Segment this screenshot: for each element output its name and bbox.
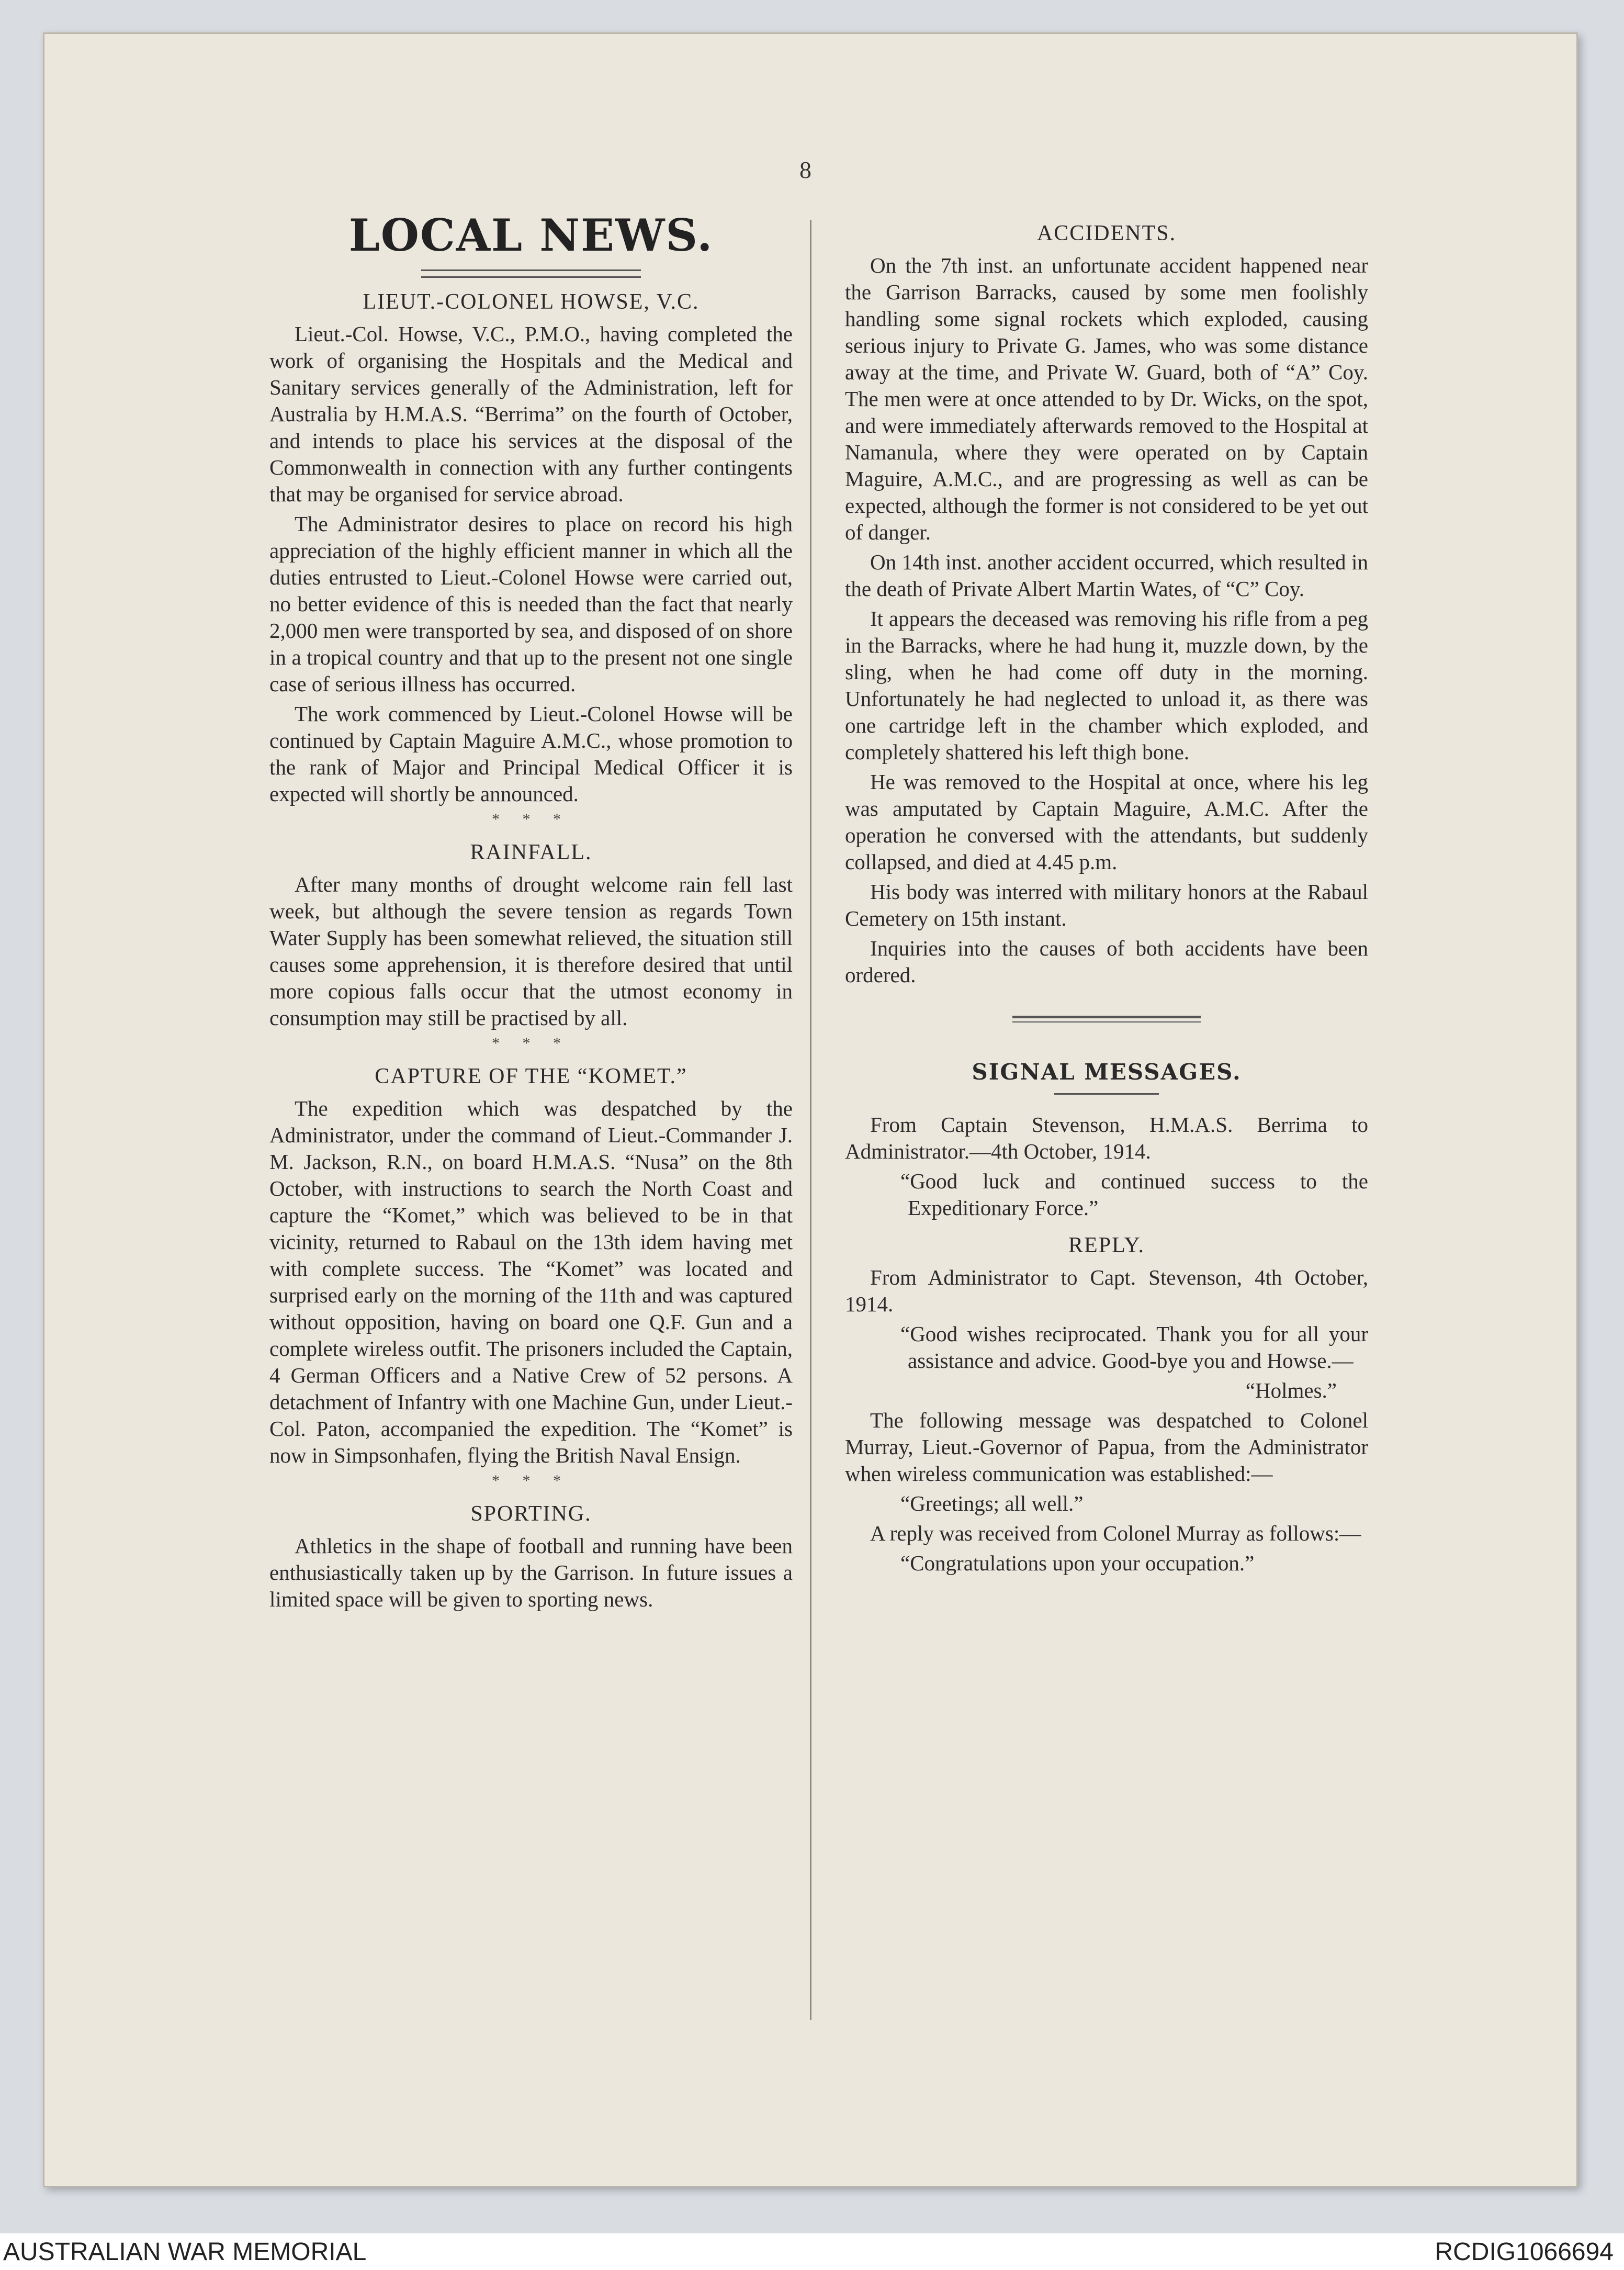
signal-messages-heading: SIGNAL MESSAGES. [972, 1059, 1242, 1085]
section-separator: * * * [492, 1035, 570, 1052]
section-rule [1012, 1016, 1201, 1022]
reply-heading: REPLY. [1068, 1233, 1145, 1257]
heading-underline [1054, 1093, 1159, 1095]
accidents-paragraph: He was removed to the Hospital at once, where his leg was amputated by Captain Maguire, A.M.C. After the operation he conversed with the attendants, but suddenly collapsed, and died at 4.45 p.m. [845, 770, 1368, 874]
howse-paragraph: Lieut.-Col. Howse, V.C., P.M.O., having completed the work of organising the Hospitals and the Medical and Sanitary services generally of the Administration, left for Australia by H.M.A.S. “Berrima” on the fourth of October, and intends to place his services at the disposal of the Commonwealth in connection with any further contingents that may be organised for service abroad. [269, 322, 793, 506]
rainfall-heading: RAINFALL. [470, 840, 592, 864]
rainfall-paragraph: After many months of drought welcome rain fell last week, but although the severe tension as regards Town Water Supply has been somewhat relieved, the situation still causes some apprehension, it is therefore desired that until more copious falls occur that the utmost economy in consumption may still be practised by all. [269, 872, 793, 1030]
archive-id: RCDIG1066694 [1435, 2238, 1614, 2266]
masthead-rule [421, 269, 641, 278]
komet-paragraph: The expedition which was despatched by the Administrator, under the command of Lieut.-Commander J. M. Jackson, R.N., on board H.M.A.S. “Nusa” on the 8th October, with instructions to search the North Coast and capture the “Komet,” which was believed to be in that vicinity, returned to Rabaul on the 13th idem having met with complete success. The “Komet” was located and surprised early on the morning of the 11th and was captured without opposition, having on board one Q.F. Gun and a complete wireless outfit. The prisoners included the Captain, 4 German Officers and a Native Crew of 52 persons. A detachment of Infantry with one Machine Gun, under Lieut.-Col. Paton, accompanied the expedition. The “Komet” is now in Simpsonhafen, flying the British Naval Ensign. [269, 1096, 793, 1467]
accidents-paragraph: On the 7th inst. an unfortunate accident happened near the Garrison Barracks, caused by some men foolishly handling some signal rockets which exploded, causing serious injury to Private G. James, who was some distance away at the time, and Private W. Guard, both of “A” Coy. The men were at once attended to by Dr. Wicks, on the spot, and were immediately afterwards removed to the Hospital at Namanula, where they were operated on by Captain Maguire, A.M.C., and are progressing as well as can be expected, although the former is not considered to be yet out of danger. [845, 253, 1368, 544]
howse-paragraph: The work commenced by Lieut.-Colonel Howse will be continued by Captain Maguire A.M.C., whose promotion to the rank of Major and Principal Medical Officer it is expected will shortly be announced. [269, 702, 793, 806]
left-column [269, 209, 793, 1616]
murray-reply-paragraph: A reply was received from Colonel Murray as follows:— [870, 1521, 1361, 1545]
accidents-paragraph: His body was interred with military honors at the Rabaul Cemetery on 15th instant. [845, 880, 1368, 930]
signal-quote-good-luck: “Good luck and continued success to the Expeditionary Force.” [900, 1169, 1368, 1220]
signal-quote-reciprocated: “Good wishes reciprocated. Thank you for all your assistance and advice. Good-bye you and Howse.— [900, 1322, 1368, 1373]
signal-quote-congratulations: “Congratulations upon your occupation.” [900, 1551, 1255, 1575]
accidents-heading: ACCIDENTS. [1036, 221, 1177, 245]
page-number: 8 [799, 156, 811, 183]
accidents-paragraph: It appears the deceased was removing his rifle from a peg in the Barracks, where he had hung it, muzzle down, by the sling, when he had come off duty in the morning. Unfortunately he had neglected to unload it, as there was one cartridge left in the chamber which exploded, and completely shattered his left thigh bone. [845, 606, 1368, 764]
archive-footer [0, 2233, 1624, 2270]
archive-name: AUSTRALIAN WAR MEMORIAL [3, 2238, 367, 2266]
masthead-title: LOCAL NEWS. [348, 209, 714, 261]
murray-paragraph: The following message was despatched to Colonel Murray, Lieut.-Governor of Papua, from the Administrator when wireless communication was established:— [845, 1408, 1368, 1486]
signal-from-administrator: From Administrator to Capt. Stevenson, 4th October, 1914. [845, 1265, 1368, 1316]
signal-signature: “Holmes.” [1245, 1378, 1337, 1402]
sporting-paragraph: Athletics in the shape of football and running have been enthusiastically taken up by the Garrison. In future issues a limited space will be given to sporting news. [269, 1534, 793, 1611]
accidents-paragraph: Inquiries into the causes of both accidents have been ordered. [845, 936, 1368, 987]
column-divider [810, 220, 811, 2020]
komet-heading: CAPTURE OF THE “KOMET.” [375, 1064, 687, 1088]
howse-paragraph: The Administrator desires to place on record his high appreciation of the highly efficient manner in which all the duties entrusted to Lieut.-Colonel Howse were carried out, no better evidence of this is needed than the fact that nearly 2,000 men were transported by sea, and disposed of on shore in a tropical country and that up to the present not one single case of serious illness has occurred. [269, 512, 793, 696]
howse-heading: LIEUT.-COLONEL HOWSE, V.C. [363, 290, 700, 314]
right-column [845, 209, 1368, 1580]
section-separator: * * * [492, 1472, 570, 1489]
sporting-heading: SPORTING. [470, 1502, 592, 1526]
accidents-paragraph: On 14th inst. another accident occurred, which resulted in the death of Private Albert Martin Wates, of “C” Coy. [845, 550, 1368, 601]
signal-from-stevenson: From Captain Stevenson, H.M.A.S. Berrima to Administrator.—4th October, 1914. [845, 1112, 1368, 1163]
section-separator: * * * [492, 811, 570, 828]
signal-quote-greetings: “Greetings; all well.” [900, 1491, 1084, 1515]
